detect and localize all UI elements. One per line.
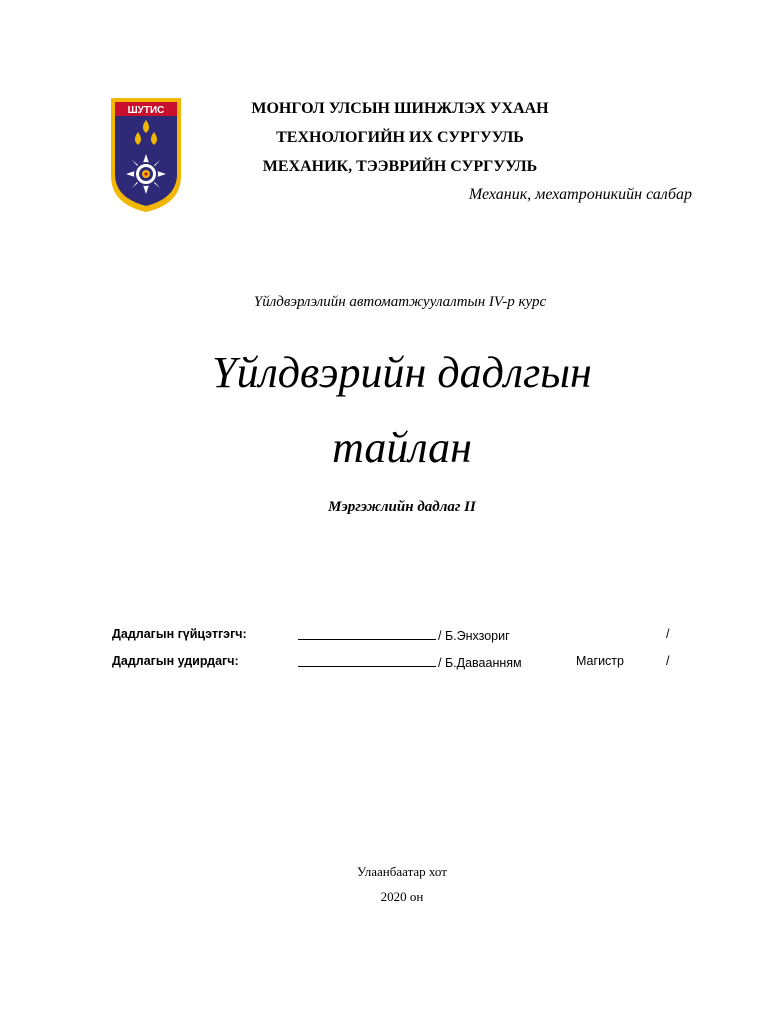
report-title-line1: Үйлдвэрийн дадлгын — [212, 348, 592, 397]
report-subtitle: Мэргэжлийн дадлаг II — [328, 499, 476, 515]
signature-row-performer — [112, 627, 712, 647]
university-name-line1: МОНГОЛ УЛСЫН ШИНЖЛЭХ УХААН — [251, 100, 549, 117]
footer-year: 2020 он — [380, 889, 424, 904]
signature-underline — [298, 627, 436, 640]
signature-blank — [298, 654, 522, 670]
signature-row-supervisor — [112, 654, 712, 674]
signature-blank — [298, 627, 510, 643]
footer-city: Улаанбаатар хот — [357, 864, 447, 879]
report-title-line2: тайлан — [332, 423, 472, 472]
department-name: Механик, мехатроникийн салбар — [468, 186, 692, 203]
university-name-line2: ТЕХНОЛОГИЙН ИХ СУРГУУЛЬ — [276, 129, 524, 146]
signature-end-slash: / — [666, 627, 670, 641]
university-emblem-logo — [109, 96, 183, 214]
signature-label: Дадлагын удирдагч: — [112, 654, 239, 668]
school-name: МЕХАНИК, ТЭЭВРИЙН СУРГУУЛЬ — [262, 158, 538, 175]
signature-end-slash: / — [666, 654, 670, 668]
course-name: Үйлдвэрлэлийн автоматжуулалтын IV-р курс — [253, 294, 547, 310]
signature-label: Дадлагын гүйцэтгэгч: — [112, 627, 247, 641]
signature-name: / Б.Даваанням — [438, 656, 522, 670]
signature-position: Магистр — [576, 654, 624, 668]
logo-text: ШУТИС — [127, 105, 165, 116]
signature-underline — [298, 654, 436, 667]
signature-name: / Б.Энхзориг — [438, 629, 510, 643]
